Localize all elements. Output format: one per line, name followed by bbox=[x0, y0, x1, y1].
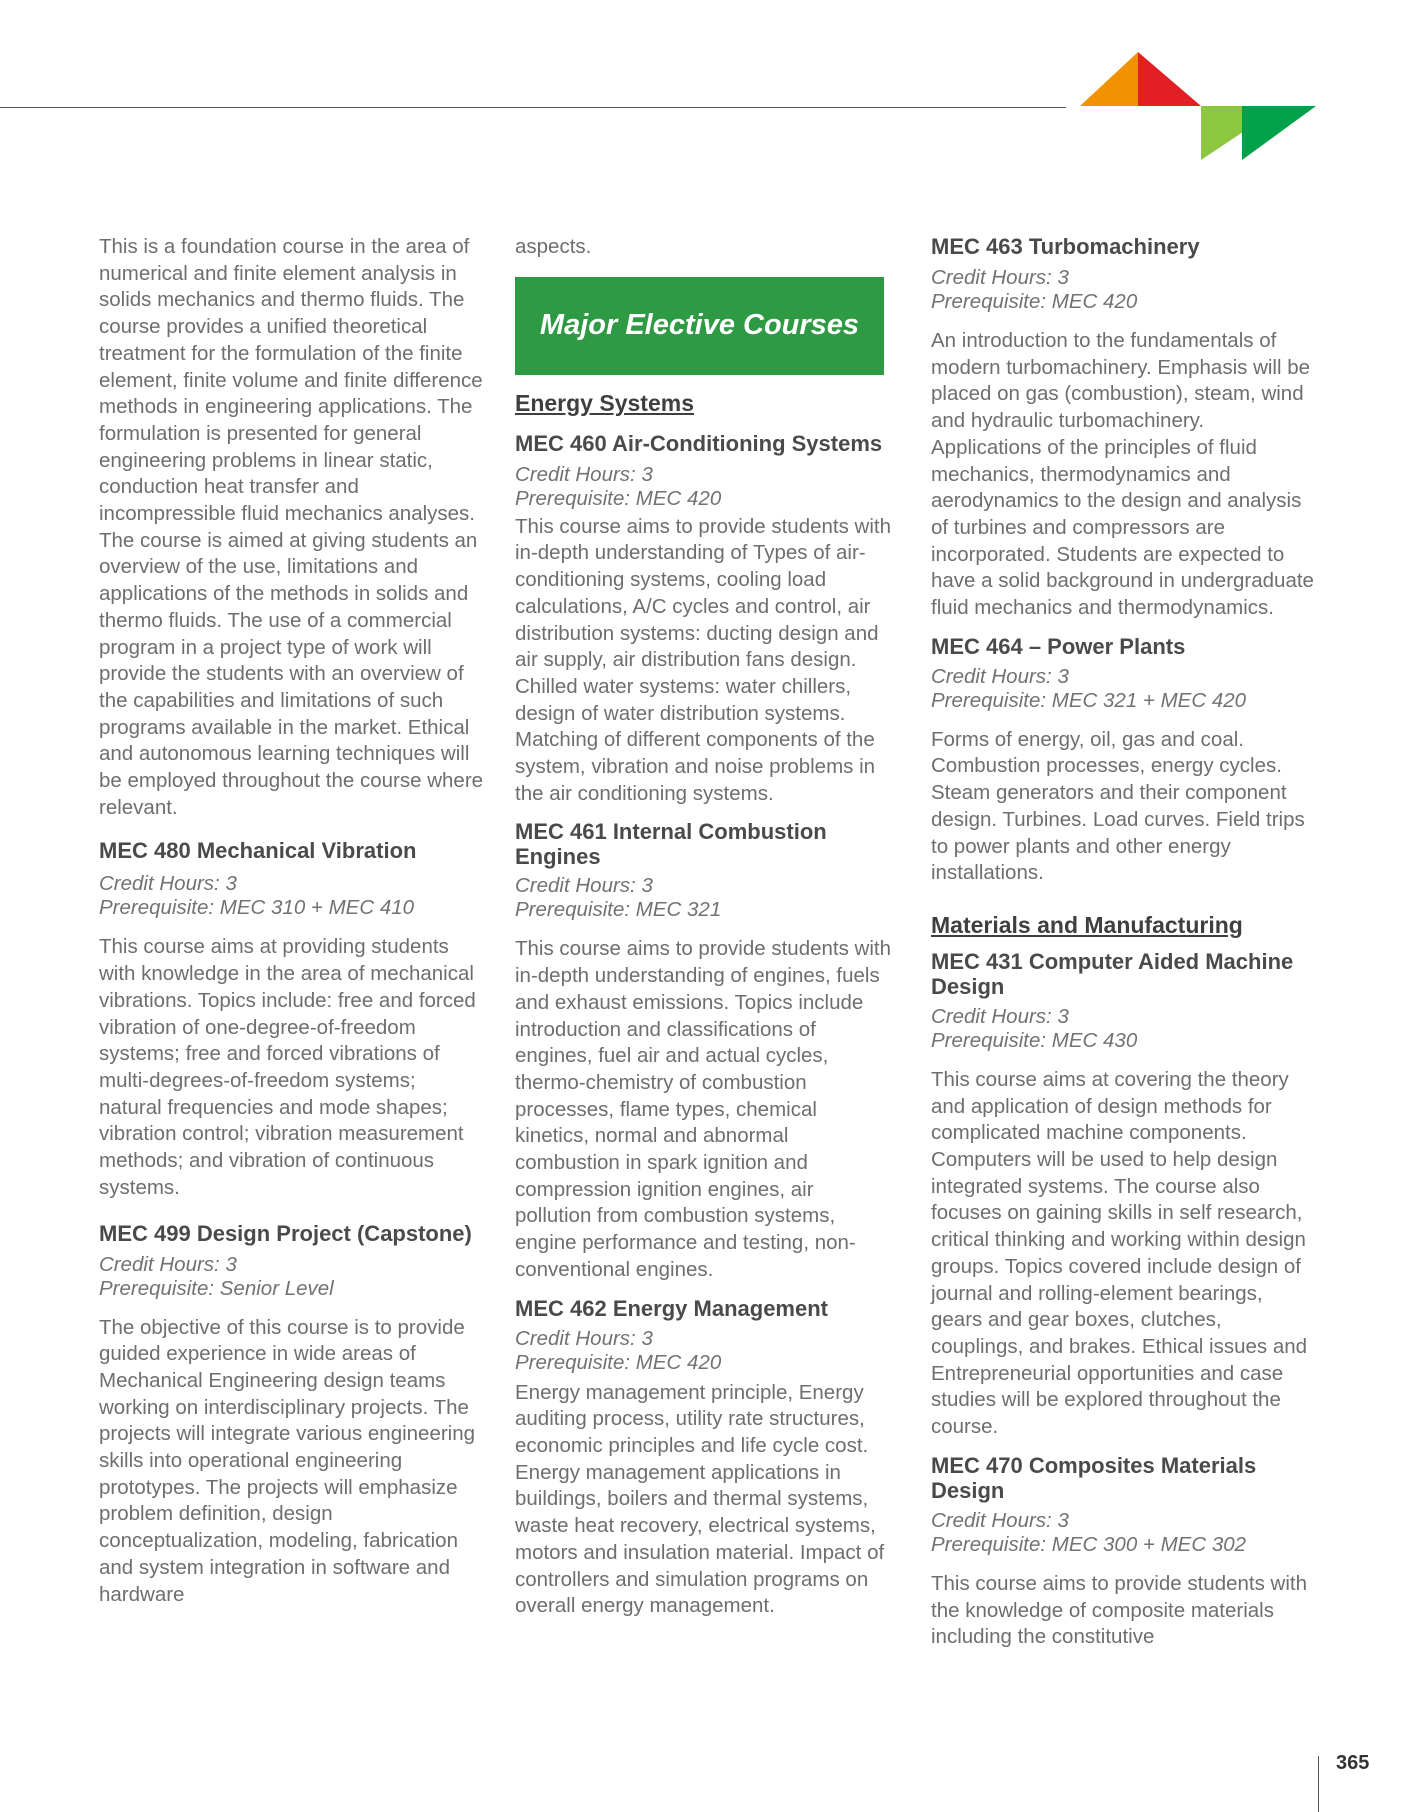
credit-hours: Credit Hours: 3 bbox=[99, 1252, 237, 1276]
column-2 bbox=[515, 234, 895, 1620]
page-number-rule bbox=[1318, 1756, 1319, 1812]
course-description: This course aims at providing students with knowledge in the area of mechanical vibrations. Topics include: free and forced vibration of one-degree-of-freedom systems; free and forced vibrations of multi-degrees-of-freedom systems; natural frequencies and mode shapes; vibration control; vibration measurement methods; and vibration of continuous systems. bbox=[99, 935, 476, 1199]
course-mec460 bbox=[515, 429, 895, 808]
course-description: Forms of energy, oil, gas and coal. Combustion processes, energy cycles. Steam generators and their component design. Turbines. Load curves. Field trips to power plants and other energy installations. bbox=[931, 727, 1305, 885]
course-title: MEC 462 Energy Management bbox=[515, 1295, 828, 1321]
course-mec470 bbox=[931, 1453, 1316, 1651]
course-title: MEC 470 Composites Materials Design bbox=[931, 1452, 1257, 1503]
course-description: The objective of this course is to provide guided experience in wide areas of Mechanical Engineering design teams working on interdisciplinary projects. The projects will integrate various engineering skills into operational engineering prototypes. The projects will emphasize problem definition, design conceptualization, modeling, fabrication and system integration in software and hardware bbox=[99, 1315, 476, 1606]
prerequisite: Prerequisite: MEC 420 bbox=[515, 1350, 722, 1374]
credit-hours: Credit Hours: 3 bbox=[931, 1508, 1069, 1532]
course-description: An introduction to the fundamentals of modern turbomachinery. Emphasis will be placed on gas (combustion), steam, wind and hydraulic turbomachinery. Applications of the principles of fluid mechanics, thermodynamics and aerodynamics to the design and analysis of turbines and compressors are incorporated. Students are expected to have a solid background in undergraduate fluid mechanics and thermodynamics. bbox=[931, 329, 1314, 620]
column-1 bbox=[99, 234, 484, 1608]
prerequisite: Prerequisite: MEC 420 bbox=[515, 486, 722, 510]
course-description: This course aims to provide students with in-depth understanding of engines, fuels and exhaust emissions. Topics include introduction and classifications of engines, fuel air and actual cycles, thermo-chemistry of combustion processes, flame types, chemical kinetics, normal and abnormal combustion in spark ignition and compression ignition engines, air pollution from combustion systems, engine performance and testing, non-conventional engines. bbox=[515, 937, 891, 1281]
course-title: MEC 431 Computer Aided Machine Design bbox=[931, 948, 1294, 999]
credit-hours: Credit Hours: 3 bbox=[515, 462, 653, 486]
prerequisite: Prerequisite: MEC 310 + MEC 410 bbox=[99, 896, 415, 920]
course-mec431 bbox=[931, 949, 1316, 1441]
page-number: 365 bbox=[1336, 1752, 1370, 1774]
course-title: MEC 460 Air-Conditioning Systems bbox=[515, 430, 883, 456]
prerequisite: Prerequisite: MEC 300 + MEC 302 bbox=[931, 1532, 1247, 1556]
course-title: MEC 461 Internal Combustion Engines bbox=[515, 819, 827, 870]
prerequisite: Prerequisite: MEC 420 bbox=[931, 290, 1138, 313]
major-elective-banner: Major Elective Courses bbox=[515, 277, 884, 375]
course-mec463 bbox=[931, 234, 1316, 622]
credit-hours: Credit Hours: 3 bbox=[99, 872, 237, 896]
course-description: This course aims to provide students with the knowledge of composite materials including the constitutive bbox=[931, 1571, 1307, 1649]
course-title: MEC 464 – Power Plants bbox=[931, 633, 1186, 659]
continuation-text: aspects. bbox=[515, 235, 592, 258]
credit-hours: Credit Hours: 3 bbox=[515, 1326, 653, 1350]
prerequisite: Prerequisite: MEC 321 bbox=[515, 898, 722, 922]
course-mec462 bbox=[515, 1296, 895, 1620]
intro-paragraph: This is a foundation course in the area of numerical and finite element analysis in solids mechanics and thermo fluids. The course provides a unified theoretical treatment for the formulation of the finite element, finite volume and finite difference methods in engineering applications. The formulation is presented for general engineering problems in linear static, conduction heat transfer and incompressible fluid mechanics analyses. The course is aimed at giving students an overview of the use, limitations and applications of the methods in solids and thermo fluids. The use of a commercial program in a project type of work will provide the students with an overview of the capabilities and limitations of such programs available in the market. Ethical and autonomous learning techniques will be employed throughout the course where relevant. bbox=[99, 235, 484, 819]
prerequisite: Prerequisite: Senior Level bbox=[99, 1276, 334, 1300]
course-mec480 bbox=[99, 838, 484, 1201]
course-title: MEC 480 Mechanical Vibration bbox=[99, 838, 417, 864]
triangle-logo-icon bbox=[1080, 48, 1320, 164]
column-3 bbox=[931, 234, 1316, 1651]
credit-hours: Credit Hours: 3 bbox=[931, 664, 1069, 688]
course-mec461 bbox=[515, 819, 895, 1283]
prerequisite: Prerequisite: MEC 321 + MEC 420 bbox=[931, 688, 1247, 712]
section-heading-energy-systems: Energy Systems bbox=[515, 389, 694, 416]
course-description: This course aims to provide students with in-depth understanding of Types of air-conditioning systems, cooling load calculations, A/C cycles and control, air distribution systems: ducting design and air supply, air distribution fans design. Chilled water systems: water chillers, design of water distribution systems. Matching of different components of the system, vibration and noise problems in the air conditioning systems. bbox=[515, 514, 891, 805]
credit-hours: Credit Hours: 3 bbox=[931, 1004, 1069, 1028]
course-title: MEC 499 Design Project (Capstone) bbox=[99, 1220, 472, 1246]
course-mec464 bbox=[931, 634, 1316, 887]
credit-hours: Credit Hours: 3 bbox=[515, 874, 653, 898]
credit-hours: Credit Hours: 3 bbox=[931, 266, 1069, 289]
course-mec499 bbox=[99, 1220, 484, 1609]
course-description: This course aims at covering the theory and application of design methods for complicated machine components. Computers will be used to help design integrated systems. The course also focuses on gaining skills in self research, critical thinking and working within design groups. Topics covered include design of journal and rolling-element bearings, gears and gear boxes, clutches, couplings, and brakes. Ethical issues and Entrepreneurial opportunities and case studies will be explored throughout the course. bbox=[931, 1067, 1308, 1439]
course-description: Energy management principle, Energy auditing process, utility rate structures, economic principles and life cycle cost. Energy management applications in buildings, boilers and thermal systems, waste heat recovery, electrical systems, motors and insulation material. Impact of controllers and simulation programs on overall energy management. bbox=[515, 1380, 885, 1618]
course-title: MEC 463 Turbomachinery bbox=[931, 234, 1200, 259]
section-heading-materials-manufacturing: Materials and Manufacturing bbox=[931, 911, 1243, 938]
header-rule bbox=[0, 107, 1066, 108]
prerequisite: Prerequisite: MEC 430 bbox=[931, 1028, 1138, 1052]
